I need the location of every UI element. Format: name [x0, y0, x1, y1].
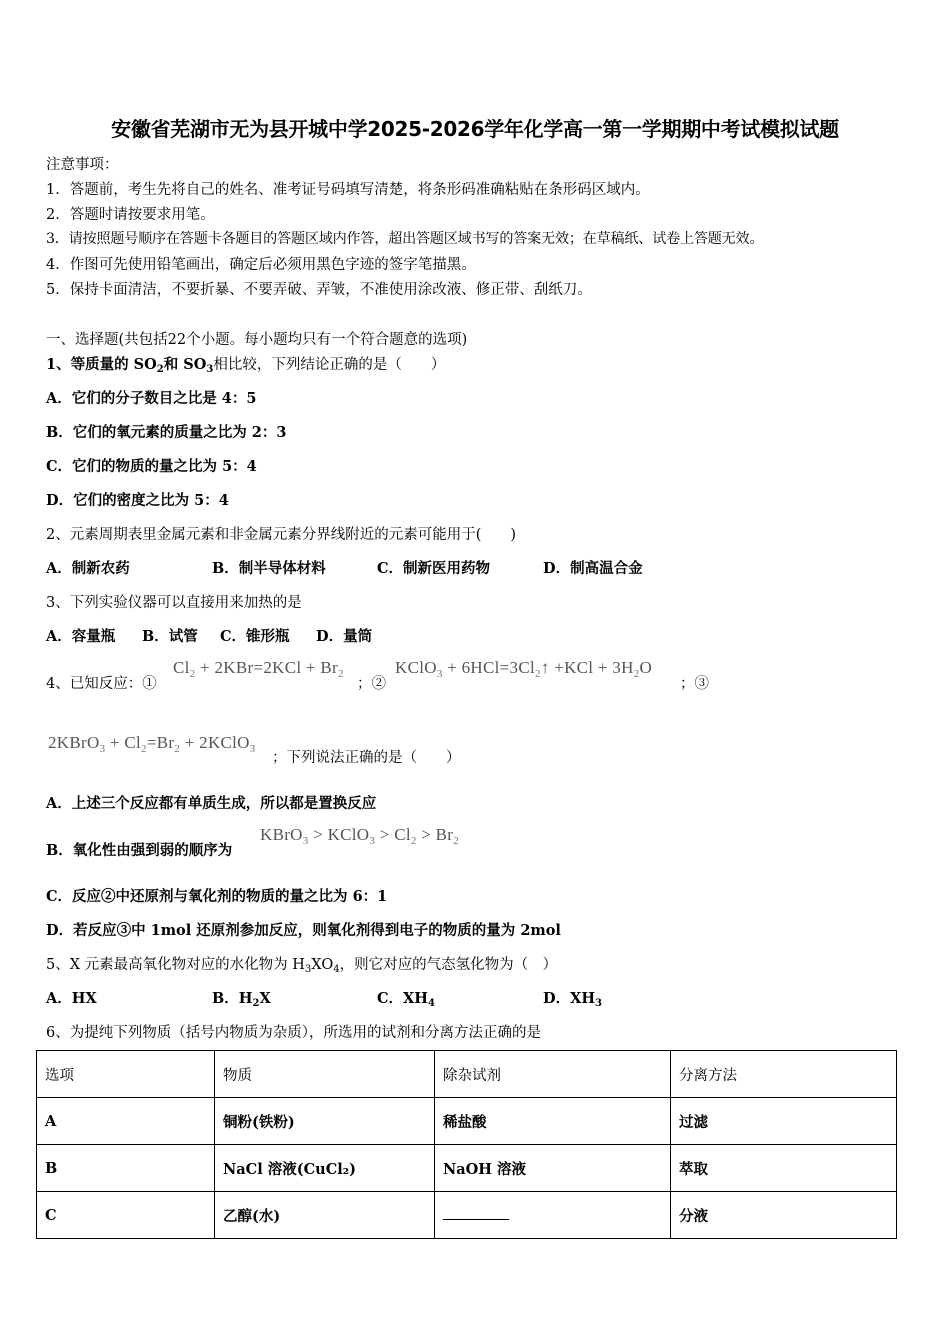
- question-4-sep-2: ；②: [357, 676, 386, 692]
- notice-item-1: 1．答题前，考生先将自己的姓名、准考证号码填写清楚，将条形码准确粘贴在条形码区域内。: [46, 182, 650, 198]
- cell-substance: NaCl 溶液(CuCl₂): [215, 1145, 435, 1192]
- table-row: [37, 1192, 897, 1239]
- question-3-option-b: B．试管: [142, 628, 198, 645]
- question-5-option-d: D．$XH_3$: [543, 990, 602, 1009]
- question-1-option-d: D．它们的密度之比为 5：4: [46, 492, 229, 509]
- page-title: 安徽省芜湖市无为县开城中学2025-2026学年化学高一第一学期期中考试模拟试题: [111, 117, 839, 141]
- question-4-option-d: D．若反应③中 1mol 还原剂参加反应，则氧化剂得到电子的物质的量为 2mol: [46, 922, 561, 939]
- question-4-stem-suffix: ；下列说法正确的是（ ）: [272, 750, 461, 766]
- cell-option: A: [37, 1098, 215, 1145]
- table-header-row: [37, 1051, 897, 1098]
- question-4-stem-prefix: 4、已知反应：①: [46, 676, 157, 692]
- oxidizing-order-formula: KBrO$_3$ > KClO$_3$ > $Cl_2 > Br_2$: [260, 825, 460, 847]
- cell-method: 分液: [671, 1192, 897, 1239]
- question-2-option-a: A．制新农药: [46, 560, 130, 577]
- question-2-option-d: D．制高温合金: [543, 560, 643, 577]
- cell-reagent: 稀盐酸: [435, 1098, 671, 1145]
- cell-option: B: [37, 1145, 215, 1192]
- question-5-option-b: B．$H_2X$: [212, 990, 271, 1009]
- cell-option: C: [37, 1192, 215, 1239]
- header-option: 选项: [37, 1051, 215, 1098]
- question-1-option-b: B．它们的氧元素的质量之比为 2：3: [46, 424, 287, 441]
- question-6-stem: 6、为提纯下列物质（括号内物质为杂质），所选用的试剂和分离方法正确的是: [46, 1025, 541, 1041]
- question-3-option-c: C．锥形瓶: [220, 628, 290, 645]
- notice-heading: 注意事项：: [46, 157, 119, 173]
- question-5-option-a: A．HX: [46, 990, 97, 1007]
- question-2-option-b: B．制半导体材料: [212, 560, 326, 577]
- cell-reagent: NaOH 溶液: [435, 1145, 671, 1192]
- table-row: [37, 1145, 897, 1192]
- question-1-option-c: C．它们的物质的量之比为 5：4: [46, 458, 257, 475]
- question-5-option-c: C．$XH_4$: [377, 990, 435, 1009]
- notice-item-2: 2．答题时请按要求用笔。: [46, 207, 215, 223]
- question-3-stem: 3、下列实验仪器可以直接用来加热的是: [46, 595, 302, 611]
- reaction-1-equation: $Cl_2 + 2KBr=2KCl + Br_2$: [173, 658, 344, 680]
- question-4-sep-3: ；③: [680, 676, 709, 692]
- header-method: 分离方法: [671, 1051, 897, 1098]
- header-reagent: 除杂试剂: [435, 1051, 671, 1098]
- question-3-option-d: D．量筒: [316, 628, 373, 645]
- cell-substance: 乙醇(水): [215, 1192, 435, 1239]
- notice-item-3: 3．请按照题号顺序在答题卡各题目的答题区域内作答，超出答题区域书写的答案无效；在草稿纸、试卷上答题无效。: [46, 231, 764, 247]
- header-substance: 物质: [215, 1051, 435, 1098]
- question-4-option-b: B．氧化性由强到弱的顺序为: [46, 842, 233, 859]
- cell-reagent: [435, 1192, 671, 1239]
- notice-item-4: 4．作图可先使用铅笔画出，确定后必须用黑色字迹的签字笔描黑。: [46, 257, 476, 273]
- cell-method: 萃取: [671, 1145, 897, 1192]
- reaction-2-equation: KClO$_3$ + $6HCl=3Cl_2↑ +KCl + 3H_2O$: [395, 658, 653, 680]
- question-4-option-a: A．上述三个反应都有单质生成，所以都是置换反应: [46, 795, 377, 812]
- purification-table: [36, 1050, 897, 1239]
- table-row: [37, 1098, 897, 1145]
- question-4-option-c: C．反应②中还原剂与氧化剂的物质的量之比为 6：1: [46, 888, 388, 905]
- question-2-option-c: C．制新医用药物: [377, 560, 491, 577]
- notice-item-5: 5．保持卡面清洁，不要折暴、不要弄破、弄皱，不准使用涂改液、修正带、刮纸刀。: [46, 282, 592, 298]
- cell-method: 过滤: [671, 1098, 897, 1145]
- cell-substance: 铜粉(铁粉): [215, 1098, 435, 1145]
- question-3-option-a: A．容量瓶: [46, 628, 116, 645]
- reaction-3-equation: 2KBrO$_3$ + $Cl_2=Br_2$ + 2KClO$_3$: [48, 733, 256, 755]
- question-5-stem: 5、X 元素最高氧化物对应的水化物为 $H_3XO_4$，则它对应的气态氢化物为（ ）: [46, 957, 558, 975]
- question-1-option-a: A．它们的分子数目之比是 4：5: [46, 390, 257, 407]
- section-heading: 一、选择题(共包括22个小题。每小题均只有一个符合题意的选项): [46, 332, 468, 348]
- blank-line: [443, 1207, 509, 1220]
- question-2-stem: 2、元素周期表里金属元素和非金属元素分界线附近的元素可能用于( ): [46, 527, 517, 543]
- question-1-stem: 1、等质量的 $SO_2$和 $SO_3$相比较，下列结论正确的是（ ）: [46, 356, 446, 375]
